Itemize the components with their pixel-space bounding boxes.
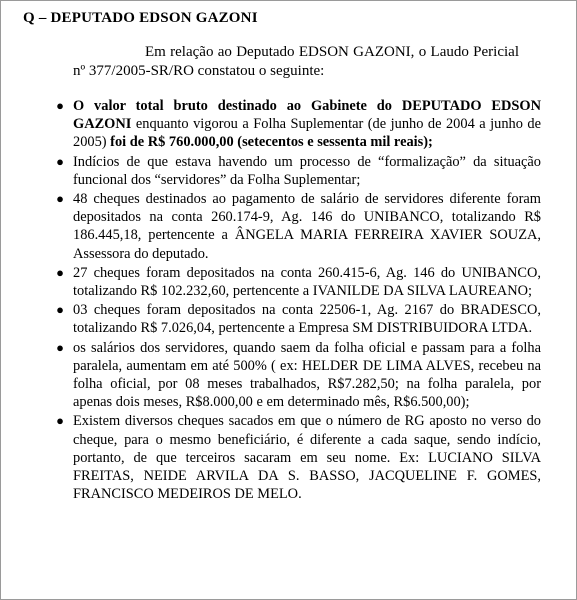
findings-list [53, 97, 541, 504]
item-text: enquanto vigorou a Folha Suplementar (de junho de 2004 a junho de 2005) [73, 116, 541, 151]
bullet-icon: ● [56, 98, 64, 113]
list-item [56, 190, 541, 263]
list-item [56, 153, 541, 189]
bullet-icon: ● [56, 302, 64, 318]
bullet-icon: ● [56, 413, 64, 429]
item-text: 48 cheques destinados ao pagamento de salário de servidores diferente foram depositados na conta 260.174-9, Ag. 146 do UNIBANCO, totalizando R$ 186.445,18, pertencente a ÂNGELA MARIA FERREIRA XAVIER SOUZA, Assessora do deputado. [73, 191, 541, 262]
bullet-icon: ● [56, 191, 64, 207]
list-item [56, 339, 541, 412]
list-item [56, 412, 541, 503]
item-text: Indícios de que estava havendo um processo de “formalização” da situação funcional dos “servidores” da Folha Suplementar; [73, 153, 541, 188]
intro-paragraph: Em relação ao Deputado EDSON GAZONI, o Laudo Pericial nº 377/2005-SR/RO constatou o seguinte: [73, 44, 519, 79]
item-bold-text: O valor total bruto destinado ao Gabinete do DEPUTADO EDSON GAZONI [73, 98, 541, 133]
list-item [56, 97, 541, 152]
bullet-icon: ● [56, 339, 64, 355]
bullet-icon: ● [56, 264, 64, 280]
bullet-icon: ● [56, 153, 64, 169]
list-item [56, 301, 541, 337]
item-bold-text: foi de R$ 760.000,00 (setecentos e sessenta mil reais); [110, 134, 433, 151]
item-text: Existem diversos cheques sacados em que o número de RG aposto no verso do cheque, para o mesmo beneficiário, é diferente a cada saque, sendo indício, portanto, de que terceiros sacaram em seu nome. Ex: LUCIANO SILVA FREITAS, NEIDE ARVILA DA S. BASSO, JACQUELINE F. GOMES, FRANCISCO MEDEIROS DE MELO. [73, 413, 541, 503]
list-item [56, 264, 541, 300]
item-text: os salários dos servidores, quando saem da folha oficial e passam para a folha paralela, aumentam em até 500% ( ex: HELDER DE LIMA ALVES, recebeu na folha oficial, por 08 meses trabalhados, R$7.282,50; na folha paralela, por apenas dois meses, R$8.000,00 e em determinado mês, R$6.500,00); [73, 339, 541, 411]
item-text: 03 cheques foram depositados na conta 22506-1, Ag. 2167 do BRADESCO, totalizando R$ 7.026,04, pertencente a Empresa SM DISTRIBUIDORA LTDA. [73, 302, 541, 337]
item-text: 27 cheques foram depositados na conta 260.415-6, Ag. 146 do UNIBANCO, totalizando R$ 102.232,60, pertencente a IVANILDE DA SILVA LAUREANO; [73, 264, 541, 300]
section-heading: Q – DEPUTADO EDSON GAZONI [23, 10, 258, 26]
